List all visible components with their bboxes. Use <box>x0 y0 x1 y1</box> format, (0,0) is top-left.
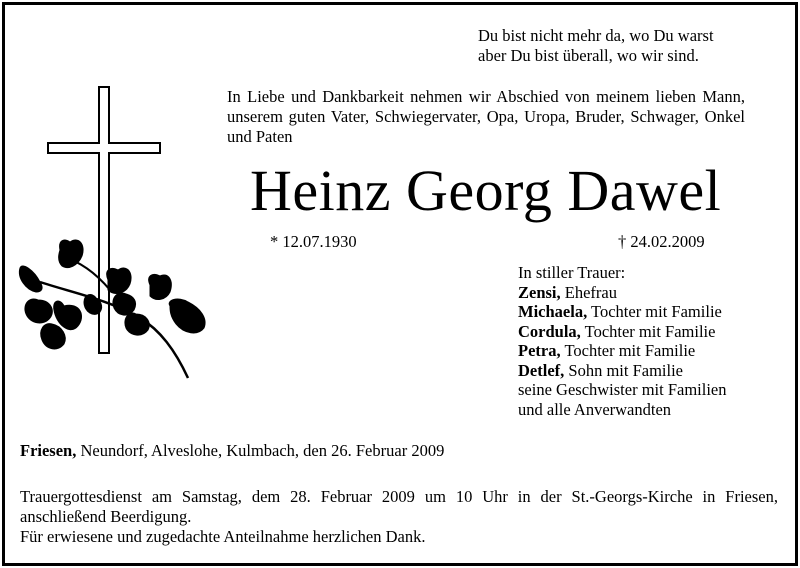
cross-with-ivy-icon <box>0 0 230 400</box>
mourner-row <box>518 302 727 322</box>
mourners-extra-1: seine Geschwister mit Familien <box>518 380 727 399</box>
birth-date: * 12.07.1930 <box>270 232 357 251</box>
mourner-row <box>518 322 727 342</box>
mourner-role: Tochter mit Familie <box>564 341 696 360</box>
mourner-row <box>518 283 727 303</box>
thanks-line: Für erwiesene und zugedachte Anteilnahme herzlichen Dank. <box>20 527 426 546</box>
deceased-name: Heinz Georg Dawel <box>250 158 722 223</box>
motto-line-1: Du bist nicht mehr da, wo Du warst <box>478 26 714 45</box>
mourner-role: Ehefrau <box>564 282 617 302</box>
mourners-title: In stiller Trauer: <box>518 263 626 282</box>
mourners-list <box>518 263 727 419</box>
death-date: † 24.02.2009 <box>618 232 705 251</box>
intro-text: In Liebe und Dankbarkeit nehmen wir Abschied von meinem lieben Mann, unserem guten Vater, Schwiegervater, Opa, Uropa, Bruder, Schwager, Onkel und Paten <box>227 87 745 146</box>
place-date-line <box>20 441 444 461</box>
mourner-name: Zensi, <box>518 282 561 302</box>
mourner-row <box>518 341 727 361</box>
mourner-role: Sohn mit Familie <box>568 360 683 380</box>
motto-line-2: aber Du bist überall, wo wir sind. <box>478 46 699 65</box>
mourner-row <box>518 361 727 381</box>
mourner-name: Petra, <box>518 341 561 360</box>
mourners-extra-2: und alle Anverwandten <box>518 399 672 419</box>
mourner-name: Michaela, <box>518 302 588 321</box>
place-rest: Neundorf, Alveslohe, Kulmbach, den 26. Februar 2009 <box>80 441 445 460</box>
service-info: Trauergottesdienst am Samstag, dem 28. Februar 2009 um 10 Uhr in der St.-Georgs-Kirche in Friesen, anschließend Beerdigung. <box>20 487 778 526</box>
mourner-name: Cordula, <box>518 321 581 341</box>
mourner-role: Tochter mit Familie <box>591 302 722 321</box>
mourner-role: Tochter mit Familie <box>584 321 716 341</box>
motto <box>478 26 714 66</box>
ivy-icon <box>19 240 205 378</box>
mourner-name: Detlef, <box>518 360 565 380</box>
place-bold: Friesen, <box>20 441 77 460</box>
